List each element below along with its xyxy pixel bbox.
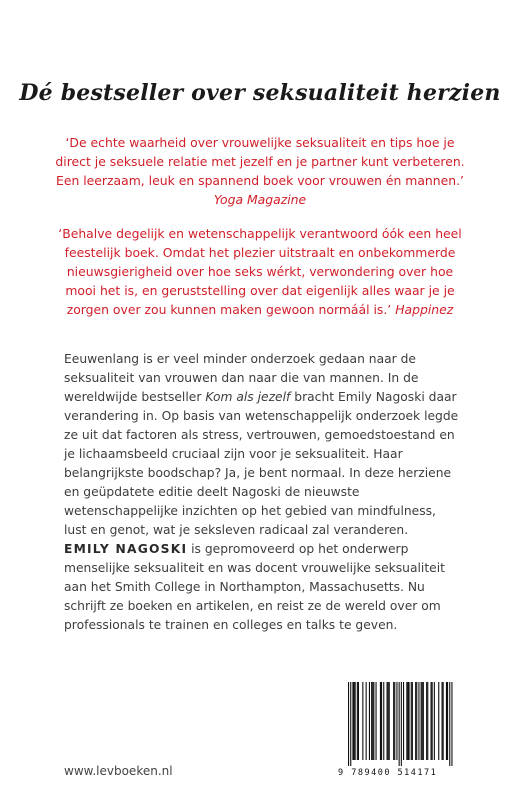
isbn-barcode (338, 682, 460, 780)
barcode-bar (411, 682, 412, 760)
quote-text: ‘De echte waarheid over vrouwelijke seksualiteit en tips hoe je direct je seksuele relatie met jezelf en je partner kunt verbeteren. Een leerzaam, leuk en spannend boek voor vrouwen én mannen.’ (55, 135, 465, 188)
book-description (64, 350, 460, 540)
description-intro: Eeuwenlang is er veel minder onderzoek gedaan naar de seksualiteit van vrouwen dan naar die van mannen. In de wereldwijde bestseller (64, 352, 419, 404)
publisher-website[interactable]: www.levboeken.nl (64, 764, 173, 778)
book-title: Kom als jezelf (205, 390, 291, 404)
barcode-bar (409, 682, 410, 760)
quote-source: Happinez (395, 302, 454, 317)
barcode-bar (421, 682, 422, 760)
review-quote-happinez (50, 224, 470, 319)
barcode-bar (412, 682, 413, 760)
author-bio (64, 540, 460, 635)
barcode-bar (381, 682, 382, 760)
barcode-bar (394, 682, 395, 760)
barcode-bar (423, 682, 424, 760)
barcode-bar (369, 682, 370, 760)
review-quote-yoga-magazine (50, 133, 470, 209)
barcode-bar (401, 682, 402, 766)
author-name: EMILY NAGOSKI (64, 542, 188, 556)
barcode-bar (348, 682, 349, 766)
barcode-bar (380, 682, 381, 760)
barcode-bar (388, 682, 389, 760)
barcode-bar (366, 682, 367, 760)
barcode-bar (350, 682, 351, 766)
headline: Dé bestseller over seksualiteit herzien (19, 80, 501, 106)
barcode-bar (371, 682, 372, 760)
barcode-bar (426, 682, 427, 760)
barcode-bar (373, 682, 374, 760)
barcode-bar (415, 682, 416, 760)
barcode-bar (443, 682, 444, 760)
barcode-bar (447, 682, 448, 760)
description-rest: bracht Emily Nagoski daar verandering in. Op basis van wetenschappelijk onderzoek legde ze uit dat factoren als stress, vertrouwen, gemoedstoestand en je lichaamsbeeld cruciaal zijn voor je seksualiteit. Haar belangrijkste boodschap? Ja, je bent normaal. In deze herziene en geüpdatete editie deelt Nagoski de nieuwste wetenschappelijke inzichten op het gebied van mindfulness, lust en genot, wat je seksleven radicaal zal veranderen. (64, 390, 459, 537)
barcode-bar (403, 682, 404, 760)
barcode-bar (442, 682, 443, 760)
barcode-bar (376, 682, 377, 760)
barcode-bar (355, 682, 356, 760)
barcode-bar (451, 682, 452, 766)
barcode-bars (338, 682, 460, 768)
barcode-bar (438, 682, 439, 760)
barcode-bar (358, 682, 359, 760)
barcode-bar (389, 682, 390, 760)
barcode-bar (416, 682, 417, 760)
barcode-bar (399, 682, 400, 766)
barcode-bar (354, 682, 355, 760)
barcode-bar (434, 682, 435, 760)
barcode-bar (387, 682, 388, 760)
barcode-bar (427, 682, 428, 760)
barcode-bar (383, 682, 384, 760)
quote-source: Yoga Magazine (213, 192, 307, 207)
barcode-bar (362, 682, 363, 760)
barcode-bar (432, 682, 433, 760)
barcode-bar (393, 682, 394, 760)
barcode-bar (352, 682, 353, 760)
barcode-bar (396, 682, 397, 760)
quote-text: ‘Behalve degelijk en wetenschappelijk verantwoord óók een heel feestelijk boek. Omdat het plezier uitstraalt en onbekommerde nieuwsgierigheid over hoe seks wérkt, verwondering over hoe mooi het is, en geruststelling over dat eigenlijk alles waar je je zorgen over zou kunnen maken gewoon normáál is.’ (58, 226, 462, 317)
barcode-bar (449, 682, 450, 766)
barcode-bar (418, 682, 419, 760)
barcode-bar (431, 682, 432, 760)
isbn-digits: 9 789400 514171 (338, 768, 438, 778)
barcode-bar (422, 682, 423, 760)
barcode-bar (406, 682, 407, 760)
barcode-bar (446, 682, 447, 760)
barcode-bar (357, 682, 358, 760)
author-bio-text: is gepromoveerd op het onderwerp menselijke seksualiteit en was docent vrouwelijke seksualiteit aan het Smith College in Northampton, Massachusetts. Nu schrijft ze boeken en artikelen, en reist ze de wereld over om professionals te trainen en colleges en talks te geven. (64, 542, 445, 632)
barcode-bar (407, 682, 408, 760)
barcode-bar (372, 682, 373, 760)
